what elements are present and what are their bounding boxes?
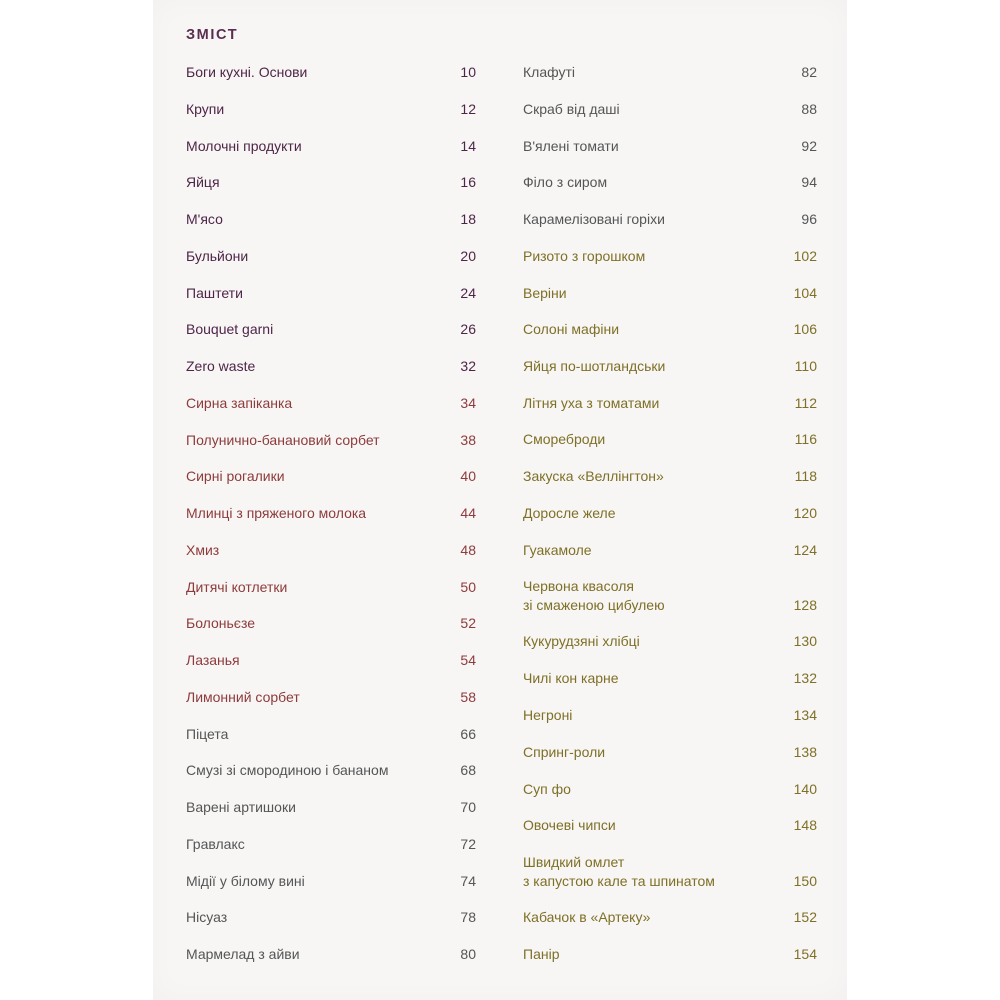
toc-entry-title: Суп фо [523, 781, 571, 797]
toc-entry-title: Негроні [523, 707, 573, 723]
toc-entry-page-number: 24 [460, 285, 476, 301]
toc-entry-title: Клафуті [523, 64, 575, 80]
toc-entry-page-number: 40 [460, 468, 476, 484]
toc-entry-title: Філо з сиром [523, 174, 608, 190]
toc-entry-page-number: 150 [793, 873, 817, 889]
toc-entry-page-number: 134 [793, 707, 817, 723]
toc-entry-page-number: 94 [801, 174, 817, 190]
toc-entry-title: Швидкий омлет з капустою кале та шпинатом [523, 854, 715, 889]
toc-entry-page-number: 34 [460, 395, 476, 411]
toc-entry-title: Літня уха з томатами [523, 395, 660, 411]
toc-entry-page-number: 80 [460, 946, 476, 962]
toc-entry-page-number: 92 [801, 138, 817, 154]
toc-entry-page-number: 48 [460, 542, 476, 558]
toc-entry-title: Сирні рогалики [186, 468, 285, 484]
toc-entry-title: Болоньєзе [186, 615, 255, 631]
toc-entry-title: Нісуаз [186, 909, 228, 925]
toc-entry-title: Млинці з пряженого молока [186, 505, 367, 521]
toc-entry-page-number: 58 [460, 689, 476, 705]
toc-entry-page-number: 74 [460, 873, 476, 889]
toc-entry-page-number: 12 [460, 101, 476, 117]
toc-entry-page-number: 50 [460, 579, 476, 595]
toc-entry-page-number: 16 [460, 174, 476, 190]
toc-entry-page-number: 44 [460, 505, 476, 521]
toc-entry-page-number: 152 [793, 909, 817, 925]
toc-entry-page-number: 140 [793, 781, 817, 797]
toc-entry-page-number: 66 [460, 726, 476, 742]
toc-entry-page-number: 88 [801, 101, 817, 117]
toc-entry-title: Zero waste [186, 358, 256, 374]
toc-entry-page-number: 70 [460, 799, 476, 815]
toc-entry-page-number: 96 [801, 211, 817, 227]
toc-entry-title: В'ялені томати [523, 138, 619, 154]
toc-entry-page-number: 110 [794, 358, 817, 374]
toc-entry-page-number: 112 [794, 395, 817, 411]
page-title: ЗМІСТ [186, 27, 239, 43]
toc-entry-title: Молочні продукти [186, 138, 302, 154]
toc-entry-page-number: 128 [793, 597, 817, 613]
toc-entry-title: Смузі зі смородиною і бананом [186, 762, 389, 778]
toc-entry-title: Бульйони [186, 248, 249, 264]
toc-entry-title: Піцета [186, 726, 229, 742]
toc-entry-page-number: 38 [460, 432, 476, 448]
toc-entry-page-number: 14 [460, 138, 476, 154]
toc-entry-title: Мармелад з айви [186, 946, 300, 962]
toc-entry-title: Крупи [186, 101, 225, 117]
toc-entry-title: Карамелізовані горіхи [523, 211, 665, 227]
toc-entry-title: Яйця по-шотландськи [523, 358, 666, 374]
toc-entry-page-number: 18 [460, 211, 476, 227]
toc-entry-page-number: 154 [793, 946, 817, 962]
toc-entry-title: М'ясо [186, 211, 223, 227]
toc-entry-title: Паштети [186, 285, 243, 301]
toc-entry-page-number: 124 [793, 542, 817, 558]
toc-entry-page-number: 120 [793, 505, 817, 521]
toc-entry-page-number: 130 [793, 633, 817, 649]
toc-entry-title: Скраб від даші [523, 101, 620, 117]
toc-entry-title: Панір [523, 946, 560, 962]
toc-entry-title: Чилі кон карне [523, 670, 619, 686]
toc-entry-page-number: 138 [793, 744, 817, 760]
toc-entry-page-number: 26 [460, 321, 476, 337]
toc-entry-page-number: 104 [793, 285, 817, 301]
toc-entry-title: Варені артишоки [186, 799, 296, 815]
toc-entry-title: Кабачок в «Артеку» [523, 909, 651, 925]
toc-entry-title: Червона квасоля зі смаженою цибулею [523, 578, 665, 613]
toc-entry-title: Овочеві чипси [523, 817, 616, 833]
toc-entry-title: Лимонний сорбет [186, 689, 300, 705]
toc-entry-page-number: 20 [460, 248, 476, 264]
toc-entry-page-number: 10 [460, 64, 476, 80]
toc-entry-page-number: 68 [460, 762, 476, 778]
toc-entry-page-number: 82 [801, 64, 817, 80]
toc-entry-title: Солоні мафіни [523, 321, 620, 337]
toc-entry-page-number: 52 [460, 615, 476, 631]
toc-entry-page-number: 72 [460, 836, 476, 852]
toc-entry-page-number: 132 [793, 670, 817, 686]
toc-entry-title: Кукурудзяні хлібці [523, 633, 640, 649]
toc-entry-title: Закуска «Веллінгтон» [523, 468, 664, 484]
toc-entry-title: Доросле желе [523, 505, 616, 521]
toc-entry-page-number: 54 [460, 652, 476, 668]
toc-entry-page-number: 148 [793, 817, 817, 833]
toc-entry-page-number: 78 [460, 909, 476, 925]
toc-entry-title: Гуакамоле [523, 542, 592, 558]
toc-entry-title: Спринг-роли [523, 744, 606, 760]
toc-entry-title: Полунично-банановий сорбет [186, 432, 380, 448]
toc-entry-page-number: 102 [793, 248, 817, 264]
toc-entry-page-number: 106 [793, 321, 817, 337]
toc-entry-title: Хмиз [186, 542, 220, 558]
toc-entry-page-number: 116 [794, 431, 817, 447]
toc-entry-title: Гравлакс [186, 836, 245, 852]
toc-entry-page-number: 118 [794, 468, 817, 484]
toc-entry-title: Яйця [186, 174, 220, 190]
toc-entry-title: Дитячі котлетки [186, 579, 288, 595]
toc-entry-title: Мідії у білому вині [186, 873, 305, 889]
toc-entry-title: Сирна запіканка [186, 395, 293, 411]
toc-entry-title: Боги кухні. Основи [186, 64, 308, 80]
toc-entry-title: Лазанья [186, 652, 240, 668]
toc-entry-title: Веріни [523, 285, 567, 301]
toc-entry-page-number: 32 [460, 358, 476, 374]
toc-entry-title: Bouquet garni [186, 321, 274, 337]
toc-entry-title: Ризото з горошком [523, 248, 646, 264]
toc-entry-title: Смореброди [523, 431, 606, 447]
